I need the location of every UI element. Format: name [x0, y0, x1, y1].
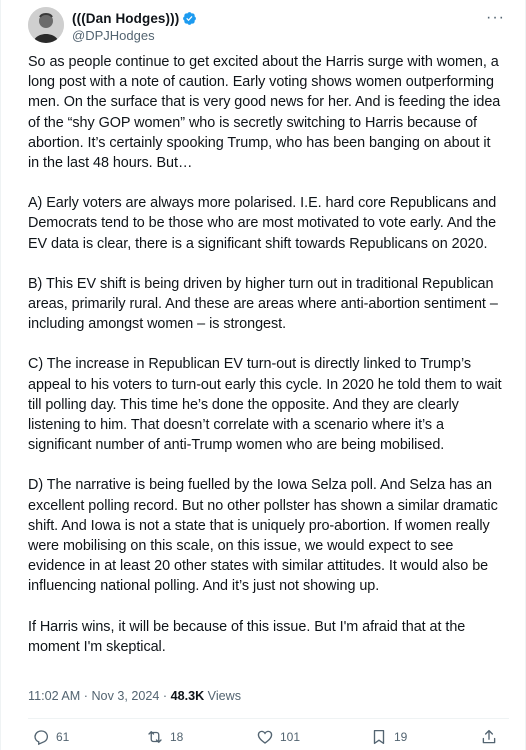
tweet-paragraph: C) The increase in Republican EV turn-out is directly linked to Trump’s appeal to his voters to turn-out early this cycle. In 2020 he told them to wait till polling day. This time he’s done the opposite. And they are clearly listening to him. That doesn’t correlate with a scenario where it’s a significant number of anti-Trump women who are being mobilised.	[28, 356, 502, 454]
tweet-paragraph: If Harris wins, it will be because of this issue. But I'm afraid that at the moment I'm skeptical.	[28, 618, 466, 655]
avatar[interactable]	[28, 7, 64, 43]
tweet-text	[28, 52, 504, 677]
bookmark-button[interactable]	[370, 728, 407, 746]
like-count: 101	[280, 730, 301, 744]
bookmark-count: 19	[394, 730, 408, 744]
tweet-paragraph: B) This EV shift is being driven by higher turn out in traditional Republican areas, primarily rural. And these are areas where anti-abortion sentiment – including amongst women – is strongest.	[28, 275, 498, 333]
views-label: Views	[204, 689, 242, 703]
repost-count: 18	[170, 730, 184, 744]
share-icon	[480, 728, 498, 746]
tweet-meta	[28, 689, 241, 703]
like-button[interactable]	[256, 728, 300, 746]
repost-icon	[146, 728, 164, 746]
tweet-paragraph: D) The narrative is being fuelled by the Iowa Selza poll. And Selza has an excellent polling record. But no other pollster has shown a similar dramatic shift. And Iowa is not a state that is uniquely pro-abortion. If women really were mobilising on this scale, on this issue, we would expect to see evidence in at least 20 other states with similar attitudes. It would also be influencing national polling. And it’s just not showing up.	[28, 477, 498, 595]
reply-count: 61	[56, 730, 70, 744]
heart-icon	[256, 728, 274, 746]
share-button[interactable]	[480, 728, 498, 746]
tweet-paragraph: A) Early voters are always more polarised. I.E. hard core Republicans and Democrats tend to be those who are most motivated to vote early. And the EV data is clear, there is a significant shift towards Republicans on 2020.	[28, 195, 497, 252]
tweet-paragraph: So as people continue to get excited about the Harris surge with women, a long post with a note of caution. Early voting shows women outperforming men. On the surface that is very good news for her. And is feeding the idea of the “shy GOP women” who is secretly switching to Harris because of abortion. It’s certainly spooking Trump, who has been banging on about it in the last 48 hours. But…	[28, 54, 501, 172]
repost-button[interactable]	[146, 728, 183, 746]
action-bar	[28, 728, 507, 748]
tweet-header	[28, 7, 509, 47]
reply-button[interactable]	[32, 728, 69, 746]
divider	[28, 718, 509, 719]
bookmark-icon	[370, 728, 388, 746]
more-options-icon[interactable]: ···	[486, 9, 505, 26]
tweet-timestamp[interactable]: 11:02 AM · Nov 3, 2024 ·	[28, 689, 171, 703]
reply-icon	[32, 728, 50, 746]
views-count: 48.3K	[170, 689, 205, 703]
author-display-name[interactable]: (((Dan Hodges)))	[72, 11, 180, 26]
verified-badge-icon	[182, 11, 197, 26]
author-handle[interactable]: @DPJHodges	[72, 28, 155, 43]
